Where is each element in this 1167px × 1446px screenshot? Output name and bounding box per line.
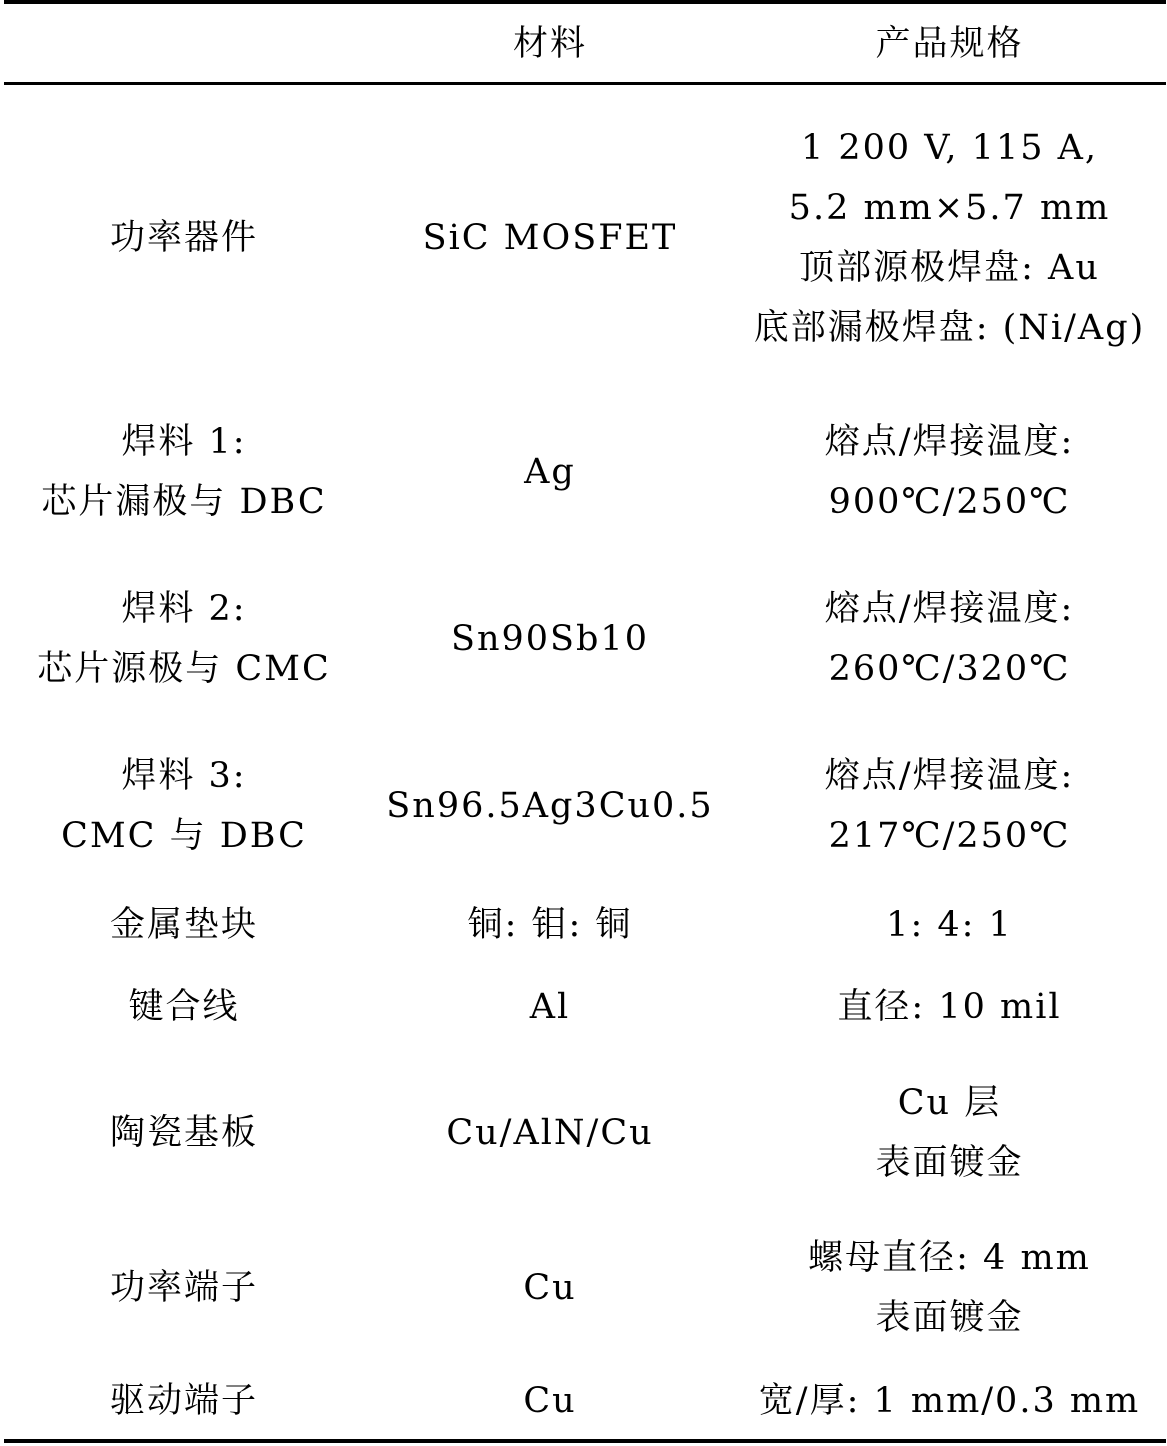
material-cell (368, 1103, 732, 1163)
material-text: Cu (523, 1268, 577, 1308)
material-cell (368, 442, 732, 502)
material-text: SiC MOSFET (422, 218, 678, 258)
spec-text: 底部漏极焊盘: (Ni/Ag) (753, 308, 1146, 348)
component-cell (0, 579, 368, 699)
spec-cell (732, 1228, 1167, 1348)
component-text: 陶瓷基板 (109, 1113, 258, 1153)
component-cell (0, 1258, 368, 1318)
spec-text: 260℃/320℃ (828, 649, 1071, 689)
component-cell (0, 977, 368, 1037)
spec-text: 1 200 V, 115 A, (800, 128, 1099, 168)
material-text: Cu/AlN/Cu (446, 1113, 654, 1153)
header-col-spec: 产品规格 (875, 24, 1024, 64)
material-text: Al (529, 987, 571, 1027)
spec-text: 熔点/焊接温度: (824, 589, 1075, 629)
spec-text: 宽/厚: 1 mm/0.3 mm (758, 1381, 1141, 1421)
spec-cell (732, 1371, 1167, 1431)
spec-text: 表面镀金 (875, 1143, 1024, 1183)
spec-text: 900℃/250℃ (828, 482, 1071, 522)
component-cell (0, 1371, 368, 1431)
table-row (0, 746, 1167, 866)
table-row (0, 412, 1167, 532)
table-row (0, 579, 1167, 699)
spec-cell (732, 977, 1167, 1037)
table-header-rule (4, 82, 1166, 85)
spec-text: 1: 4: 1 (886, 905, 1013, 945)
table-bottom-rule (4, 1439, 1166, 1443)
spec-cell (732, 579, 1167, 699)
spec-cell (732, 1073, 1167, 1193)
material-text: Sn96.5Ag3Cu0.5 (386, 786, 714, 826)
spec-text: 217℃/250℃ (828, 816, 1071, 856)
component-text: 功率端子 (109, 1268, 258, 1308)
table-header-row (0, 8, 1167, 80)
material-cell (368, 776, 732, 836)
spec-text: 螺母直径: 4 mm (808, 1238, 1091, 1278)
table-row (0, 977, 1167, 1037)
spec-text: 熔点/焊接温度: (824, 756, 1075, 796)
component-text: 功率器件 (109, 218, 258, 258)
component-cell (0, 746, 368, 866)
component-cell (0, 412, 368, 532)
table-row (0, 1228, 1167, 1348)
material-cell (368, 208, 732, 268)
component-text: 驱动端子 (109, 1381, 258, 1421)
spec-cell (732, 895, 1167, 955)
spec-text: 表面镀金 (875, 1298, 1024, 1338)
component-text: 芯片漏极与 DBC (41, 482, 327, 522)
material-cell (368, 895, 732, 955)
material-cell (368, 609, 732, 669)
component-text: 焊料 3: (121, 756, 247, 796)
material-text: 铜: 钼: 铜 (467, 905, 633, 945)
spec-cell (732, 746, 1167, 866)
material-text: Cu (523, 1381, 577, 1421)
component-cell (0, 1103, 368, 1163)
component-text: 金属垫块 (109, 905, 258, 945)
spec-text: 熔点/焊接温度: (824, 422, 1075, 462)
material-text: Sn90Sb10 (451, 619, 649, 659)
material-cell (368, 1371, 732, 1431)
component-text: 键合线 (128, 987, 240, 1027)
material-cell (368, 977, 732, 1037)
spec-text: Cu 层 (897, 1083, 1002, 1123)
material-cell (368, 1258, 732, 1318)
table-row (0, 1073, 1167, 1193)
spec-cell (732, 118, 1167, 358)
component-text: 焊料 1: (121, 422, 247, 462)
header-col-material: 材料 (512, 24, 587, 64)
spec-text: 5.2 mm×5.7 mm (788, 188, 1111, 228)
component-text: 芯片源极与 CMC (37, 649, 331, 689)
table-row (0, 895, 1167, 955)
spec-text: 直径: 10 mil (837, 987, 1062, 1027)
table-row (0, 118, 1167, 358)
table-top-rule (4, 0, 1166, 4)
table-row (0, 1371, 1167, 1431)
component-text: CMC 与 DBC (61, 816, 307, 856)
component-cell (0, 208, 368, 268)
spec-text: 顶部源极焊盘: Au (799, 248, 1100, 288)
material-text: Ag (524, 452, 576, 492)
component-cell (0, 895, 368, 955)
spec-cell (732, 412, 1167, 532)
component-text: 焊料 2: (121, 589, 247, 629)
